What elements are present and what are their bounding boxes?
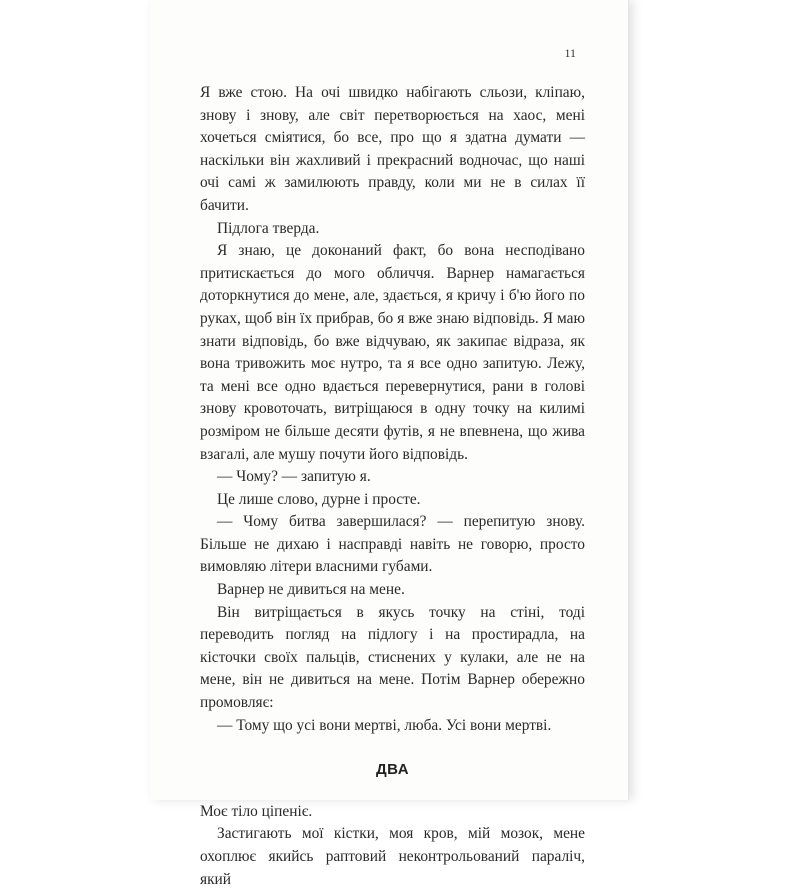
paragraph: — Тому що усі вони мертві, люба. Усі вони мертві. (217, 716, 552, 734)
paragraph: Я вже стою. На очі швидко набігають сльози, кліпаю, знову і знову, але світ перетворюється на хаос, мені хочеться сміятися, бо все, про що я здатна думати — наскільки він жахливий і прекрасний водночас, що наші очі самі ж замилюють правду, коли ми не в силах її бачити. (200, 84, 585, 214)
page-text (200, 82, 585, 891)
paragraph: Варнер не дивиться на мене. (217, 581, 405, 599)
paragraph: Підлога тверда. (217, 219, 320, 237)
book-page (150, 0, 629, 888)
paragraph: Він витріщається в якусь точку на стіні, тоді переводить погляд на підлогу і на простирадла, на кісточки своїх пальців, стиснених у кулаки, але не на мене, він не дивиться на мене. Потім Варнер обережно промовляє: (200, 603, 585, 712)
paragraph: — Чому? — запитую я. (217, 468, 371, 486)
chapter-title: ДВА (375, 761, 410, 779)
paragraph: Я знаю, це доконаний факт, бо вона несподівано притискається до мого обличчя. Варнер намагається доторкнутися до мене, але, здається, я кричу і б'ю його по руках, щоб він їх прибрав, бо я вже знаю відповідь. Я маю знати відповідь, бо вже відчуваю, як закипає відраза, як вона тривожить моє нутро, та я все одно запитую. Лежу, та мені все одно вдається перевернутися, рани в голові знову кровоточать, витріщаюся в одну точку на килимі розміром не більше десяти футів, я не впевнена, що жива взагалі, але мушу почути його відповідь. (200, 242, 585, 463)
paragraph: Моє тіло ціпеніє. (200, 802, 313, 820)
page-number: 11 (564, 46, 576, 60)
paragraph: Застигають мої кістки, моя кров, мій мозок, мене охоплює якийсь раптовий неконтрольований параліч, який (200, 825, 585, 888)
paragraph: Це лише слово, дурне і просте. (217, 490, 421, 508)
paragraph: — Чому битва завершилася? — перепитую знову. Більше не дихаю і насправді навіть не говорю, просто вимовляю літери власними губами. (200, 513, 585, 576)
